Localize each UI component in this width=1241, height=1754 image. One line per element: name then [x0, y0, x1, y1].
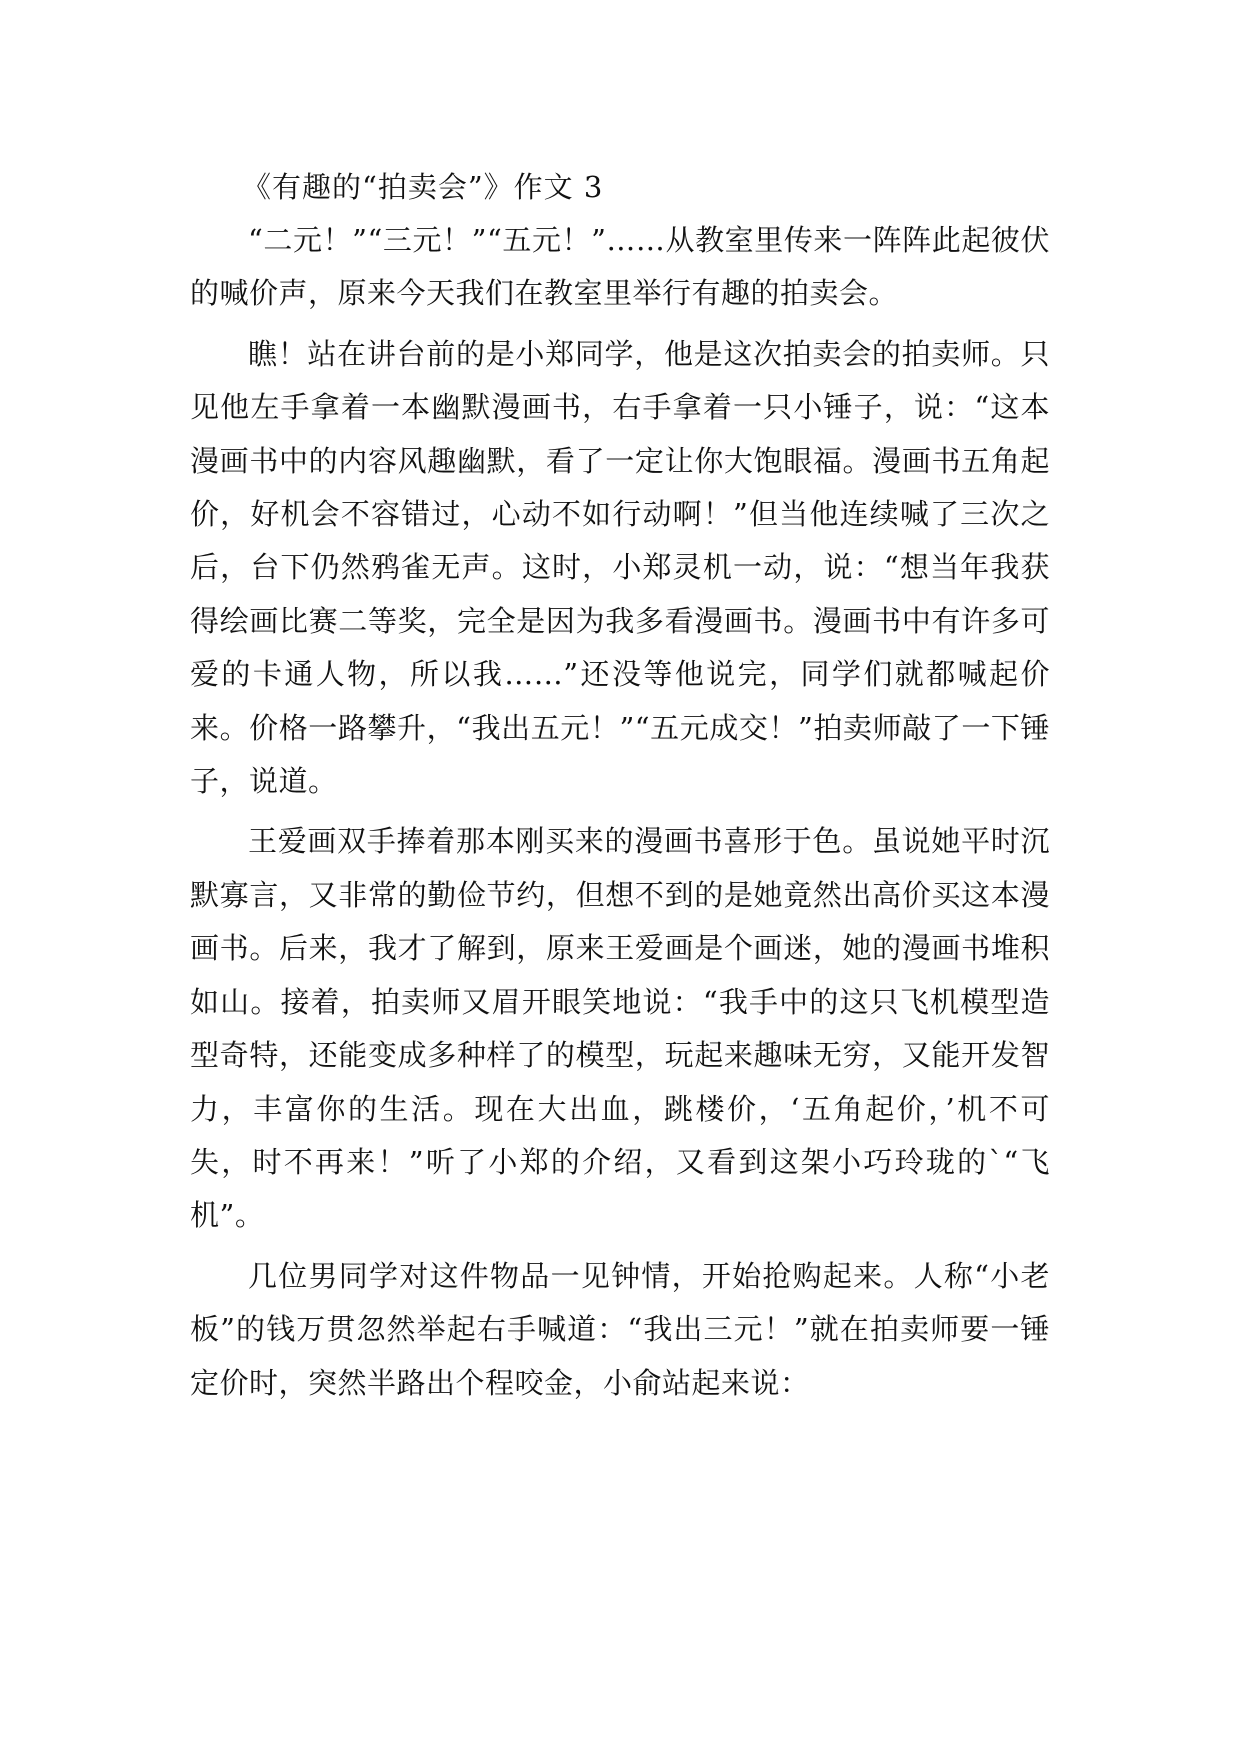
paragraph-2: 瞧！站在讲台前的是小郑同学，他是这次拍卖会的拍卖师。只见他左手拿着一本幽默漫画书，右手拿着一只小锤子，说：“这本漫画书中的内容风趣幽默，看了一定让你大饱眼福。漫画书五角起价，好机会不容错过，心动不如行动啊！”但当他连续喊了三次之后，台下仍然鸦雀无声。这时，小郑灵机一动，说：“想当年我获得绘画比赛二等奖，完全是因为我多看漫画书。漫画书中有许多可爱的卡通人物，所以我……”还没等他说完，同学们就都喊起价来。价格一路攀升，“我出五元！”“五元成交！”拍卖师敲了一下锤子，说道。 [190, 336, 1050, 799]
paragraph-3: 王爱画双手捧着那本刚买来的漫画书喜形于色。虽说她平时沉默寡言，又非常的勤俭节约，但想不到的是她竟然出高价买这本漫画书。后来，我才了解到，原来王爱画是个画迷，她的漫画书堆积如山。接着，拍卖师又眉开眼笑地说：“我手中的这只飞机模型造型奇特，还能变成多种样了的模型，玩起来趣味无穷，又能开发智力，丰富你的生活。现在大出血，跳楼价，‘五角起价，’机不可失，时不再来！”听了小郑的介绍，又看到这架小巧玲珑的`“飞机”。 [190, 824, 1050, 1233]
essay-title: 《有趣的“拍卖会”》作文 3 [242, 170, 604, 204]
paragraph-1: “二元！”“三元！”“五元！”……从教室里传来一阵阵此起彼伏的喊价声，原来今天我们在教室里举行有趣的拍卖会。 [190, 223, 1050, 311]
paragraph-4: 几位男同学对这件物品一见钟情，开始抢购起来。人称“小老板”的钱万贯忽然举起右手喊道：“我出三元！”就在拍卖师要一锤定价时，突然半路出个程咬金，小俞站起来说： [190, 1258, 1050, 1400]
document-body [190, 162, 1050, 1410]
